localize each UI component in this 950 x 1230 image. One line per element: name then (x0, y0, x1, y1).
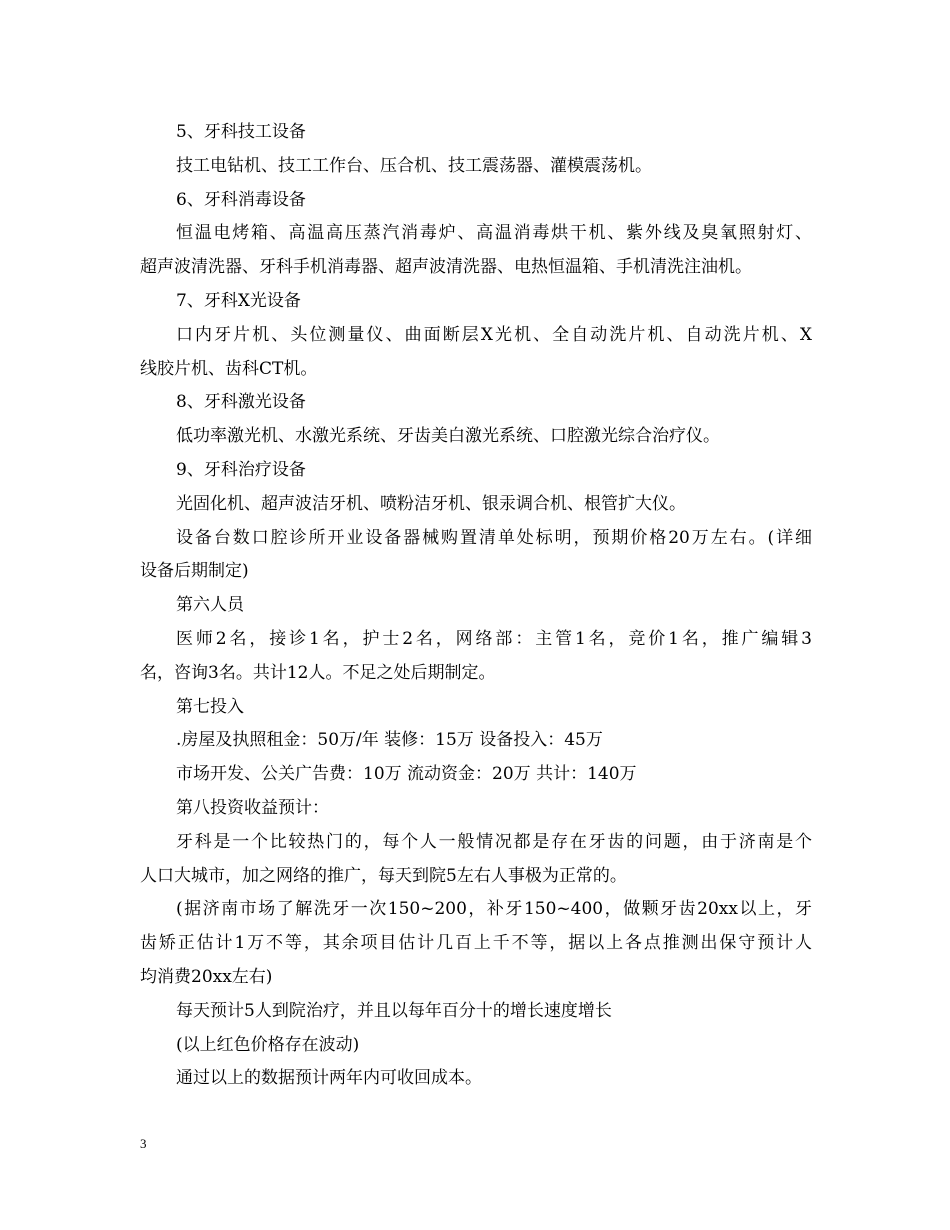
text-line: 8、牙科激光设备 (176, 392, 306, 413)
text-line: 设备台数口腔诊所开业设备器械购置清单处标明，预期价格20万左右。(详细 (176, 527, 812, 548)
text-line: 设备后期制定) (140, 561, 249, 582)
text-line: 恒温电烤箱、高温高压蒸汽消毒炉、高温消毒烘干机、紫外线及臭氧照射灯、 (176, 223, 812, 244)
text-line: 超声波清洗器、牙科手机消毒器、超声波清洗器、电热恒温箱、手机清洗注油机。 (140, 257, 752, 278)
text-line: 5、牙科技工设备 (176, 122, 306, 142)
text-line: (据济南市场了解洗牙一次150~200，补牙150~400，做颗牙齿20xx以上，牙 (176, 899, 812, 920)
text-line: 第七投入 (176, 696, 244, 717)
text-line: 口内牙片机、头位测量仪、曲面断层X光机、全自动洗片机、自动洗片机、X (176, 324, 812, 345)
document-body (140, 116, 812, 1096)
text-line: .房屋及执照租金：50万/年 装修：15万 设备投入：45万 (176, 730, 603, 751)
text-line: 低功率激光机、水激光系统、牙齿美白激光系统、口腔激光综合治疗仪。 (176, 426, 720, 447)
text-line: 9、牙科治疗设备 (176, 459, 306, 480)
text-line: 每天预计5人到院治疗，并且以每年百分十的增长速度增长 (176, 1000, 612, 1021)
page-number: 3 (140, 1136, 147, 1151)
text-line: 牙科是一个比较热门的，每个人一般情况都是存在牙齿的问题，由于济南是个 (176, 831, 812, 852)
text-line: 线胶片机、齿科CT机。 (140, 358, 318, 379)
text-line: 7、牙科X光设备 (176, 290, 301, 311)
text-line: 6、牙科消毒设备 (176, 189, 306, 210)
text-line: 均消费20xx左右) (140, 966, 273, 987)
text-line: 通过以上的数据预计两年内可收回成本。 (176, 1068, 482, 1089)
text-line: 医师2名，接诊1名，护士2名，网络部：主管1名，竞价1名，推广编辑3 (176, 628, 812, 649)
text-line: 名，咨询3名。共计12人。不足之处后期制定。 (140, 662, 496, 683)
text-line: 齿矫正估计1万不等，其余项目估计几百上千不等，据以上各点推测出保守预计人 (140, 933, 812, 954)
text-line: (以上红色价格存在波动) (176, 1034, 360, 1055)
text-line: 光固化机、超声波洁牙机、喷粉洁牙机、银汞调合机、根管扩大仪。 (176, 493, 686, 514)
text-line: 技工电钻机、技工工作台、压合机、技工震荡器、灌模震荡机。 (176, 155, 652, 176)
text-line: 人口大城市，加之网络的推广，每天到院5左右人事极为正常的。 (140, 865, 627, 886)
text-line: 第六人员 (176, 595, 244, 616)
text-line: 第八投资收益预计： (176, 797, 329, 818)
text-line: 市场开发、公关广告费：10万 流动资金：20万 共计：140万 (176, 764, 637, 785)
